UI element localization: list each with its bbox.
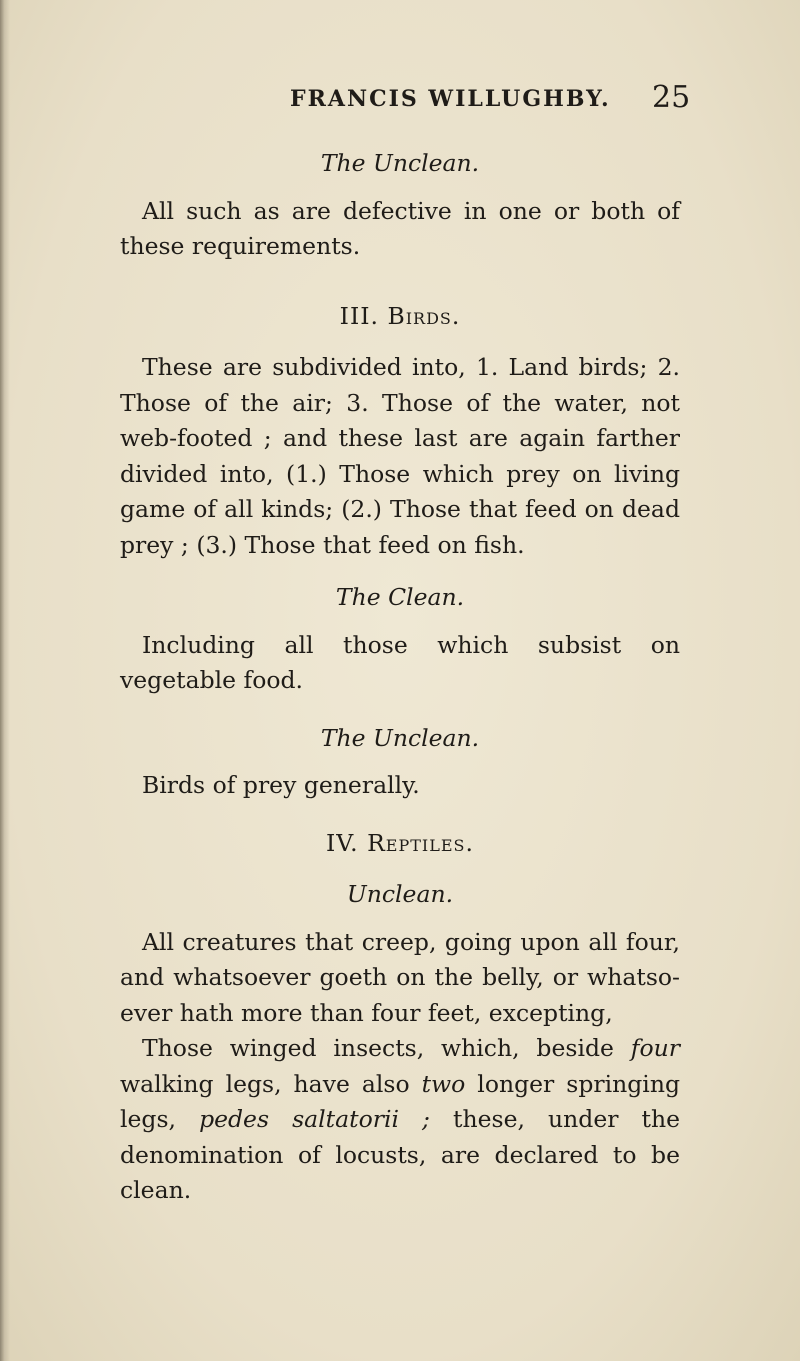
locusts-text-2: walking legs, have also [120, 1069, 422, 1098]
paragraph-clean-birds: Including all those which subsist on vegetable food. [120, 630, 680, 694]
running-head [0, 80, 800, 126]
locusts-italic-pedes: pedes saltatorii ; [199, 1105, 430, 1133]
paragraph-reptiles: All creatures that creep, going upon all four, and whatsoever goeth on the belly, or whatso- ever hath more than four feet, excepting, [120, 927, 680, 1027]
locusts-text-3: longer springing legs, [120, 1069, 680, 1133]
page-body [120, 146, 680, 1209]
page-number: 25 [652, 80, 691, 115]
paragraph-unclean-quadrupeds: All such as are defective in one or both of these requirements. [120, 196, 680, 260]
locusts-italic-two: two [421, 1069, 466, 1098]
paragraph-unclean-birds: Birds of prey generally. [142, 771, 420, 799]
subhead-unclean-birds: The Unclean. [320, 723, 480, 752]
subhead-clean: The Clean. [335, 583, 465, 611]
subhead-unclean: The Unclean. [320, 149, 480, 177]
locusts-italic-four: four [630, 1034, 680, 1062]
locusts-text-1: Those winged insects, which, beside [142, 1034, 631, 1062]
paragraph-birds: These are subdivided into, 1. Land birds; 2. Those of the air; 3. Those of the water, not web-footed ; and these last are again farther divided into, (1.) Those which prey on living game of all kinds; (2.) Those that feed on dead prey ; (3.) Those that feed on fish. [120, 353, 680, 559]
paragraph-locusts [120, 1031, 680, 1209]
locusts-text-4: these, under the denomination of locusts, are declared to be clean. [120, 1105, 681, 1204]
page-edge-shadow [0, 0, 10, 1361]
running-head-title: FRANCIS WILLUGHBY. [290, 86, 611, 112]
section-heading-reptiles: IV. Reptiles. [326, 828, 474, 857]
section-heading-birds: III. Birds. [339, 301, 461, 330]
subhead-unclean-reptiles: Unclean. [346, 880, 454, 908]
